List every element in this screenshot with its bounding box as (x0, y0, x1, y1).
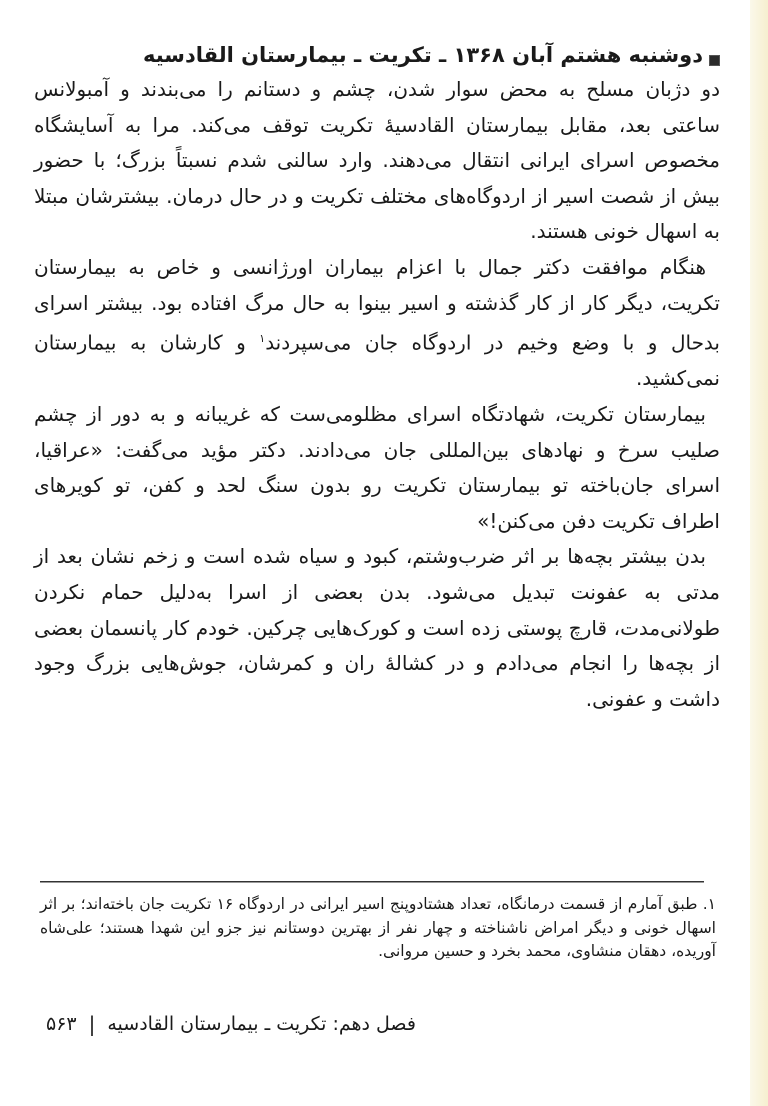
paragraph-2-tail: و کارشان به بیمارستان نمی‌کشید. (34, 330, 720, 391)
paragraph-3: بیمارستان تکریت، شهادتگاه اسرای مظلومی‌ست که غریبانه و به دور از چشم صلیب سرخ و نهادهای بین‌المللی جان می‌دادند. دکتر مؤید می‌گفت: «عراقیا، اسرای جان‌باخته تو بیمارستان تکریت رو بدون سنگ لحد و کفن، تو کویرهای اطراف تکریت دفن می‌کنن!» (34, 402, 720, 533)
footnote-marker[interactable]: ۱ (259, 332, 266, 346)
square-bullet-icon (709, 55, 720, 66)
paragraph-2-text: هنگام موافقت دکتر جمال با اعزام بیماران اورژانسی و خاص به بیمارستان تکریت، دیگر کار از کار گذشته و اسیر بینوا به حال مرگ افتاده بود. بیشتر اسرای بدحال و با وضع وخیم در اردوگاه جان می‌سپردند (34, 254, 720, 355)
footer-separator: | (88, 1012, 96, 1036)
section-heading (34, 40, 720, 70)
page-edge (750, 0, 768, 1106)
footnote: ۱. طبق آمارم از قسمت درمانگاه، تعداد هشتادوپنج اسیر ایرانی در اردوگاه ۱۶ تکریت جان باخته‌اند؛ بر اثر اسهال خونی و دیگر امراض ناشناخته و چهار نفر از بهترین دوستانم نیز جزو این شهدا هستند؛ علی‌شاه آوریده، دهقان منشاوی، محمد بخرد و حسین مروانی. (40, 895, 716, 960)
page-footer (46, 1010, 416, 1038)
main-text (34, 72, 720, 717)
running-title: فصل دهم: تکریت ـ بیمارستان القادسیه (107, 1013, 416, 1035)
paragraph-1: دو دژبان مسلح به محض سوار شدن، چشم و دستانم را می‌بندند و آمبولانس ساعتی بعد، مقابل بیمارستان القادسیهٔ تکریت توقف می‌کند. مرا به آسایشگاه مخصوص اسرای ایرانی انتقال می‌دهند. وارد سالنی شدم نسبتاً بزرگ؛ با حضور بیش از شصت اسیر از اردوگاه‌های مختلف تکریت و در حال درمان. بیشترشان مبتلا به اسهال خونی هستند. (34, 77, 720, 244)
heading-text: دوشنبه هشتم آبان ۱۳۶۸ ـ تکریت ـ بیمارستان القادسیه (142, 43, 703, 67)
paragraph-2 (34, 250, 720, 397)
page-body (34, 22, 720, 717)
footnote-divider (40, 881, 704, 883)
page-number: ۵۶۳ (46, 1013, 77, 1035)
paragraph-4: بدن بیشتر بچه‌ها بر اثر ضرب‌وشتم، کبود و سیاه شده است و زخم نشان بعد از مدتی به عفونت تبدیل می‌شود. بدن بعضی از اسرا به‌دلیل حمام نکردن طولانی‌مدت، قارچ پوستی زده است و کورک‌هایی چرکین. خودم کار پانسمان بعضی از بچه‌ها را انجام می‌دادم و در کشالهٔ ران و کمرشان، جوش‌هایی بزرگ وجود داشت و عفونی. (34, 544, 720, 711)
